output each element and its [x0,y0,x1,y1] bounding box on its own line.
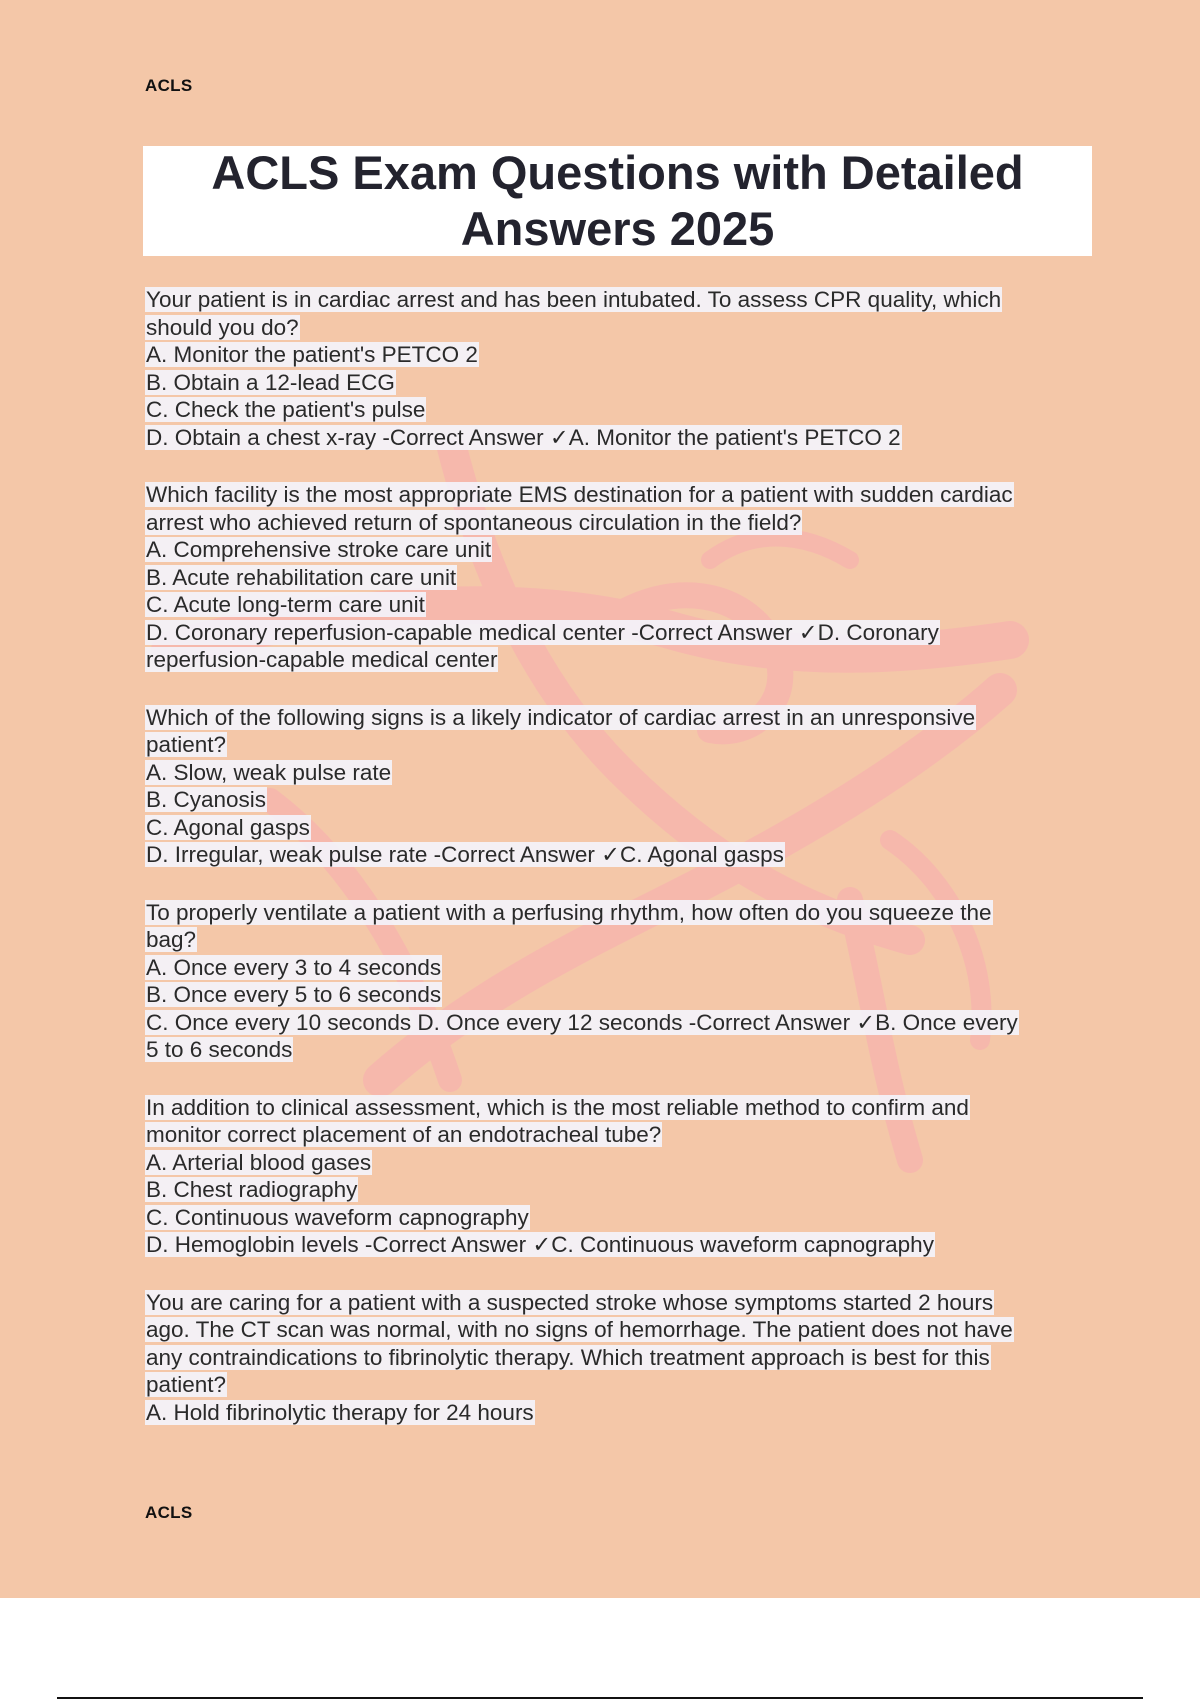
answer-option: reperfusion-capable medical center [146,647,498,672]
answer-option: A. Hold fibrinolytic therapy for 24 hours [146,1399,534,1425]
answer-option: A. Arterial blood gases [146,1149,372,1175]
question-text: To properly ventilate a patient with a perfusing rhythm, how often do you squeeze the [146,899,992,925]
answer-option: C. Acute long-term care unit [146,592,425,617]
answer-option: B. Obtain a 12-lead ECG [146,369,395,395]
answer-option: D. Hemoglobin levels -Correct Answer ✓C. Continuous waveform capnography [146,1232,934,1257]
question-block [145,481,1095,674]
answer-option: A. Comprehensive stroke care unit [146,537,492,562]
question-text: any contraindications to fibrinolytic therapy. Which treatment approach is best for this [146,1344,990,1370]
question-text: You are caring for a patient with a suspected stroke whose symptoms started 2 hours [146,1289,994,1315]
answer-option: C. Continuous waveform capnography [146,1204,529,1230]
page-divider [57,1697,1143,1699]
question-block [145,1289,1095,1427]
question-text: ago. The CT scan was normal, with no signs of hemorrhage. The patient does not have [146,1317,1013,1342]
running-header: ACLS [145,76,193,95]
answer-option: A. Slow, weak pulse rate [146,759,392,785]
answer-option: C. Agonal gasps [146,814,310,840]
question-text: bag? [146,927,197,952]
title-banner [143,146,1092,256]
answer-option: 5 to 6 seconds [146,1037,293,1062]
question-block [145,704,1095,869]
answer-option: B. Chest radiography [146,1177,358,1202]
question-text: Which facility is the most appropriate EMS destination for a patient with sudden cardiac [146,482,1013,507]
answer-option: D. Irregular, weak pulse rate -Correct Answer ✓C. Agonal gasps [146,842,784,867]
question-block [145,1094,1095,1259]
answer-option: D. Obtain a chest x-ray -Correct Answer ✓A. Monitor the patient's PETCO 2 [146,424,901,450]
question-block [145,899,1095,1064]
answer-option: D. Coronary reperfusion-capable medical center -Correct Answer ✓D. Coronary [146,619,939,645]
question-text: monitor correct placement of an endotracheal tube? [146,1122,662,1147]
document-title: ACLS Exam Questions with Detailed Answers 2025 [211,146,1024,255]
answer-option: B. Cyanosis [146,787,267,812]
question-text: should you do? [146,314,299,340]
question-text: patient? [146,1372,227,1397]
answer-option: A. Monitor the patient's PETCO 2 [146,342,478,367]
answer-option: C. Once every 10 seconds D. Once every 12 seconds -Correct Answer ✓B. Once every [146,1009,1018,1035]
answer-option: B. Once every 5 to 6 seconds [146,982,442,1007]
question-block [145,286,1095,451]
answer-option: C. Check the patient's pulse [146,397,426,422]
answer-option: A. Once every 3 to 4 seconds [146,954,442,980]
question-text: Which of the following signs is a likely indicator of cardiac arrest in an unresponsive [146,704,976,730]
question-text: arrest who achieved return of spontaneous circulation in the field? [146,509,802,535]
answer-option: B. Acute rehabilitation care unit [146,564,457,590]
question-list [145,286,1095,1456]
running-footer: ACLS [145,1503,193,1522]
question-text: In addition to clinical assessment, which is the most reliable method to confirm and [146,1094,969,1120]
question-text: patient? [146,732,227,757]
question-text: Your patient is in cardiac arrest and has been intubated. To assess CPR quality, which [146,287,1002,312]
